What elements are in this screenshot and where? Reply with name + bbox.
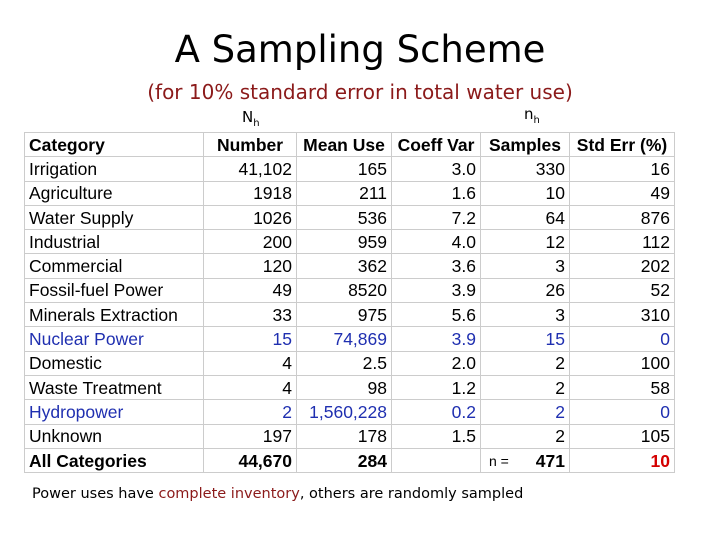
table-row <box>25 375 675 399</box>
cell-number: 15 <box>204 327 297 351</box>
table-row-highlight <box>25 327 675 351</box>
cell-samples: 10 <box>481 181 570 205</box>
total-samples-cell <box>481 448 570 472</box>
total-mean-use: 284 <box>297 448 392 472</box>
table-row <box>25 351 675 375</box>
cell-samples: 2 <box>481 351 570 375</box>
cell-number: 1026 <box>204 205 297 229</box>
cell-mean-use: 165 <box>297 157 392 181</box>
cell-coeff-var: 2.0 <box>392 351 481 375</box>
cell-coeff-var: 4.0 <box>392 230 481 254</box>
cell-number: 200 <box>204 230 297 254</box>
cell-std-err: 100 <box>570 351 675 375</box>
header-coeff-var: Coeff Var <box>392 133 481 157</box>
table-row <box>25 230 675 254</box>
cell-category: Waste Treatment <box>25 375 204 399</box>
cell-std-err: 112 <box>570 230 675 254</box>
footnote: Power uses have complete inventory, others are randomly sampled <box>32 486 524 502</box>
sampling-table <box>24 132 675 473</box>
cell-category: Irrigation <box>25 157 204 181</box>
cell-mean-use: 536 <box>297 205 392 229</box>
n-equals-label: n = <box>489 452 509 469</box>
cell-mean-use: 178 <box>297 424 392 448</box>
total-samples: 471 <box>535 450 565 471</box>
table-row <box>25 157 675 181</box>
cell-mean-use: 362 <box>297 254 392 278</box>
cell-coeff-var: 1.2 <box>392 375 481 399</box>
cell-coeff-var: 0.2 <box>392 400 481 424</box>
cell-std-err: 16 <box>570 157 675 181</box>
cell-std-err: 0 <box>570 327 675 351</box>
cell-category: Fossil-fuel Power <box>25 278 204 302</box>
cell-std-err: 876 <box>570 205 675 229</box>
cell-coeff-var: 3.6 <box>392 254 481 278</box>
cell-number: 4 <box>204 375 297 399</box>
cell-std-err: 202 <box>570 254 675 278</box>
cell-mean-use: 959 <box>297 230 392 254</box>
header-number: Number <box>204 133 297 157</box>
header-samples: Samples <box>481 133 570 157</box>
table-total-row <box>25 448 675 472</box>
cell-coeff-var: 3.9 <box>392 278 481 302</box>
cell-coeff-var: 1.6 <box>392 181 481 205</box>
cell-category: Hydropower <box>25 400 204 424</box>
slide-title: A Sampling Scheme <box>174 28 546 71</box>
cell-number: 41,102 <box>204 157 297 181</box>
cell-category: Nuclear Power <box>25 327 204 351</box>
total-category: All Categories <box>25 448 204 472</box>
total-number: 44,670 <box>204 448 297 472</box>
cell-number: 197 <box>204 424 297 448</box>
cell-category: Unknown <box>25 424 204 448</box>
cell-mean-use: 1,560,228 <box>297 400 392 424</box>
cell-category: Commercial <box>25 254 204 278</box>
cell-category: Domestic <box>25 351 204 375</box>
cell-number: 120 <box>204 254 297 278</box>
header-category: Category <box>25 133 204 157</box>
cell-samples: 15 <box>481 327 570 351</box>
total-coeff-var <box>392 448 481 472</box>
cell-coeff-var: 5.6 <box>392 303 481 327</box>
total-std-err: 10 <box>570 448 675 472</box>
cell-std-err: 105 <box>570 424 675 448</box>
cell-mean-use: 211 <box>297 181 392 205</box>
cell-category: Agriculture <box>25 181 204 205</box>
table-row <box>25 181 675 205</box>
cell-number: 1918 <box>204 181 297 205</box>
table-row <box>25 254 675 278</box>
cell-samples: 2 <box>481 400 570 424</box>
cell-samples: 12 <box>481 230 570 254</box>
cell-std-err: 310 <box>570 303 675 327</box>
cell-std-err: 0 <box>570 400 675 424</box>
cell-samples: 2 <box>481 424 570 448</box>
cell-number: 33 <box>204 303 297 327</box>
cell-mean-use: 2.5 <box>297 351 392 375</box>
cell-std-err: 49 <box>570 181 675 205</box>
cell-mean-use: 98 <box>297 375 392 399</box>
cell-category: Minerals Extraction <box>25 303 204 327</box>
header-mean-use: Mean Use <box>297 133 392 157</box>
cell-number: 4 <box>204 351 297 375</box>
cell-coeff-var: 1.5 <box>392 424 481 448</box>
slide-subtitle: (for 10% standard error in total water use) <box>147 80 573 104</box>
cell-std-err: 58 <box>570 375 675 399</box>
table-row <box>25 278 675 302</box>
table-row-highlight <box>25 400 675 424</box>
cell-coeff-var: 3.0 <box>392 157 481 181</box>
header-std-err: Std Err (%) <box>570 133 675 157</box>
cell-samples: 330 <box>481 157 570 181</box>
population-size-label: $N_h$ <box>242 108 260 129</box>
table-row <box>25 205 675 229</box>
cell-number: 2 <box>204 400 297 424</box>
table-row <box>25 424 675 448</box>
cell-mean-use: 975 <box>297 303 392 327</box>
cell-samples: 26 <box>481 278 570 302</box>
cell-category: Industrial <box>25 230 204 254</box>
cell-mean-use: 74,869 <box>297 327 392 351</box>
sample-size-label: $n_h$ <box>524 105 540 126</box>
cell-samples: 64 <box>481 205 570 229</box>
table-header-row <box>25 133 675 157</box>
cell-std-err: 52 <box>570 278 675 302</box>
cell-category: Water Supply <box>25 205 204 229</box>
cell-samples: 3 <box>481 254 570 278</box>
cell-mean-use: 8520 <box>297 278 392 302</box>
cell-samples: 2 <box>481 375 570 399</box>
cell-coeff-var: 7.2 <box>392 205 481 229</box>
cell-samples: 3 <box>481 303 570 327</box>
cell-number: 49 <box>204 278 297 302</box>
cell-coeff-var: 3.9 <box>392 327 481 351</box>
table-row <box>25 303 675 327</box>
